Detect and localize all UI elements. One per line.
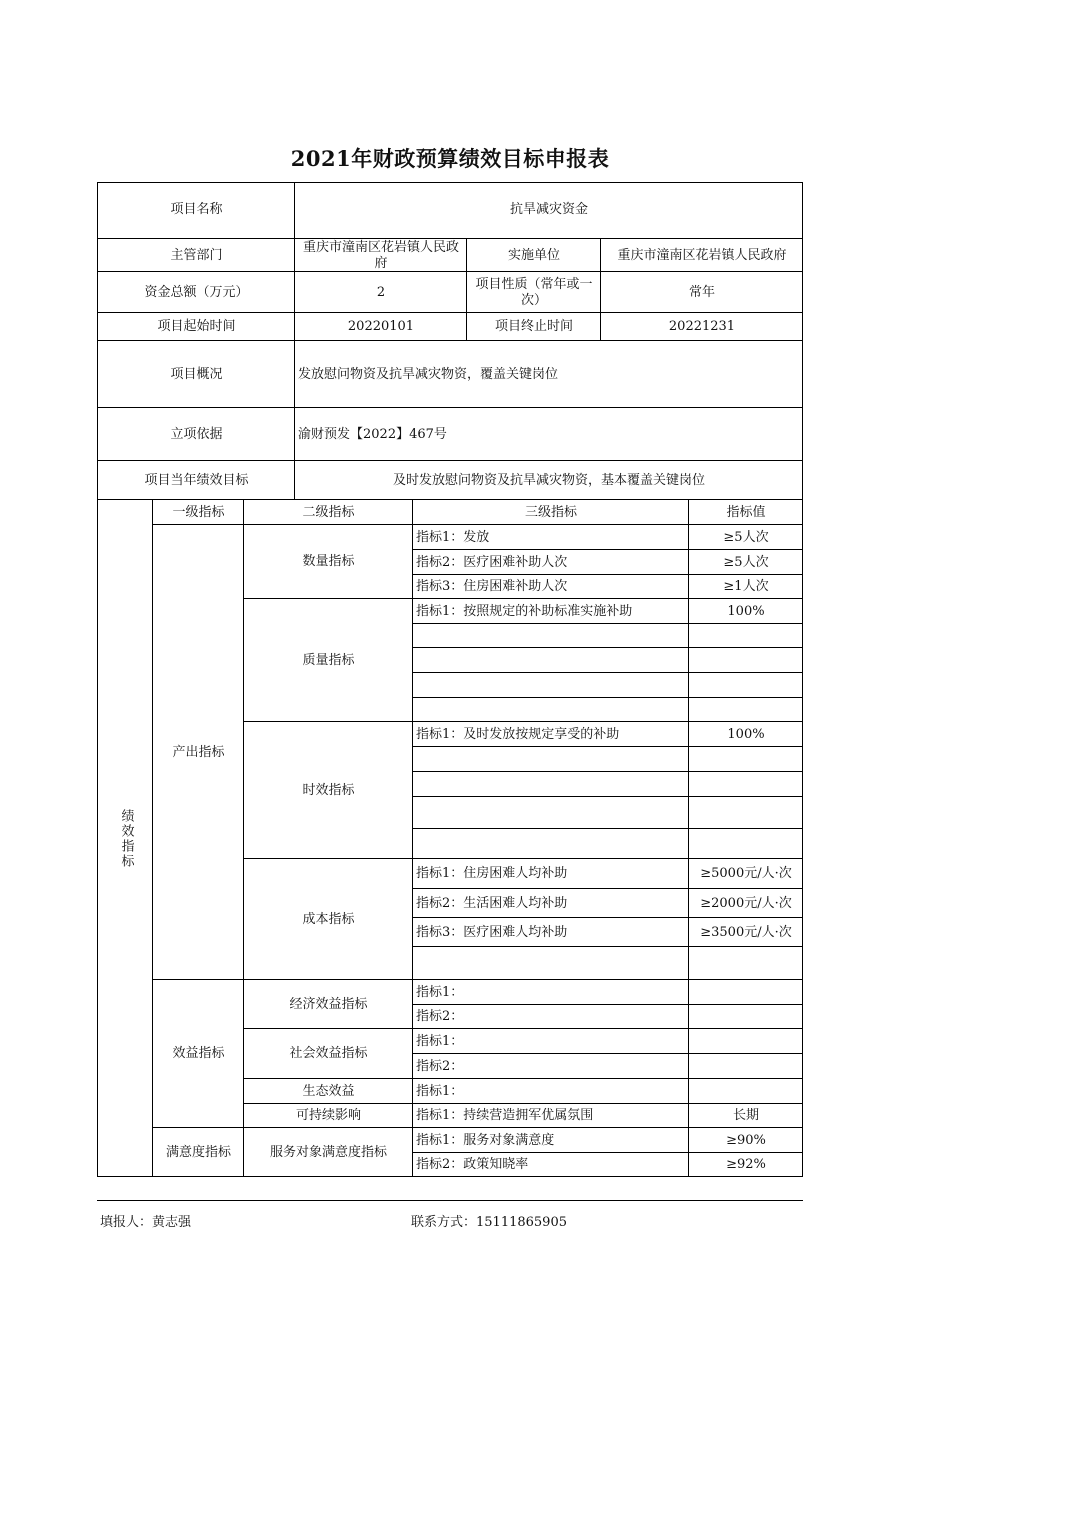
label-project-name: 项目名称 [170,202,223,217]
value-cell: ≥3500元/人·次 [688,917,803,947]
value-cell [688,672,803,698]
value-start-time: 20220101 [294,312,467,341]
indicator-cell: 指标1： [412,979,689,1005]
value-end-time: 20221231 [600,312,803,341]
indicator-cell: 指标3：医疗困难人均补助 [412,917,689,947]
label-performance: 绩效指标 [98,499,153,1177]
indicator-cell [412,623,689,648]
indicator-cell: 指标2：政策知晓率 [412,1152,689,1177]
indicator-cell: 指标2：医疗困难补助人次 [412,549,689,575]
subcategory-service-satisfaction: 服务对象满意度指标 [243,1127,413,1177]
performance-form-table [97,182,803,1177]
subcategory-cost: 成本指标 [243,858,413,980]
value-cell [688,697,803,722]
indicator-cell: 指标1：发放 [412,524,689,550]
indicator-cell [412,647,689,673]
label-department: 主管部门 [98,238,295,272]
value-cell: ≥2000元/人·次 [688,888,803,918]
indicator-cell [412,746,689,772]
header-level2: 二级指标 [243,499,413,525]
indicator-cell [412,771,689,797]
indicator-cell [412,672,689,698]
subcategory-quantity: 数量指标 [243,524,413,599]
value-cell [688,1004,803,1029]
indicator-cell: 指标2： [412,1004,689,1029]
indicator-cell [412,796,689,829]
label-basis: 立项依据 [98,407,295,461]
value-total-funds: 2 [294,271,467,313]
label-total-funds: 资金总额（万元） [98,271,295,313]
footer-filler: 填报人：黄志强 [100,1215,192,1230]
page-title: 2021年财政预算绩效目标申报表 [290,146,610,171]
indicator-cell: 指标1：及时发放按规定享受的补助 [412,721,689,747]
label-executing-unit: 实施单位 [466,238,601,272]
value-cell [688,796,803,829]
label-annual-goal: 项目当年绩效目标 [98,460,295,500]
indicator-cell: 指标2： [412,1053,689,1079]
value-annual-goal: 及时发放慰问物资及抗旱减灾物资，基本覆盖关键岗位 [294,460,803,500]
subcategory-timeliness: 时效指标 [243,721,413,859]
header-level3: 三级指标 [412,499,689,525]
label-end-time: 项目终止时间 [466,312,601,341]
subcategory-ecological: 生态效益 [243,1078,413,1104]
value-cell [688,1053,803,1079]
value-project-nature: 常年 [600,271,803,313]
value-cell [688,1078,803,1104]
value-department: 重庆市潼南区花岩镇人民政府 [294,238,467,272]
subcategory-social: 社会效益指标 [243,1028,413,1079]
value-cell [688,647,803,673]
value-executing-unit: 重庆市潼南区花岩镇人民政府 [600,238,803,272]
value-cell: ≥92% [688,1152,803,1177]
header-value: 指标值 [688,499,803,525]
value-project-name: 抗旱减灾资金 [294,182,803,238]
subcategory-sustainable: 可持续影响 [243,1103,413,1128]
value-cell: ≥5人次 [688,549,803,575]
indicator-cell: 指标2：生活困难人均补助 [412,888,689,918]
value-cell: ≥1人次 [688,574,803,599]
value-cell: ≥5000元/人·次 [688,858,803,889]
category-benefit: 效益指标 [152,979,244,1128]
subcategory-quality: 质量指标 [243,598,413,722]
value-cell: 100% [688,721,803,747]
indicator-cell [412,946,689,980]
indicator-cell [412,828,689,859]
indicator-cell: 指标3：住房困难补助人次 [412,574,689,599]
indicator-cell: 指标1： [412,1028,689,1054]
subcategory-economic: 经济效益指标 [243,979,413,1029]
value-basis: 渝财预发【2022】467号 [294,407,803,461]
value-overview: 发放慰问物资及抗旱减灾物资，覆盖关键岗位 [294,340,803,408]
indicator-cell: 指标1： [412,1078,689,1104]
label-project-nature: 项目性质（常年或一次） [466,271,601,313]
value-cell [688,771,803,797]
indicator-cell: 指标1：持续营造拥军优属氛围 [412,1103,689,1128]
value-cell: ≥5人次 [688,524,803,550]
label-start-time: 项目起始时间 [98,312,295,341]
category-satisfaction: 满意度指标 [152,1127,244,1177]
value-cell: ≥90% [688,1127,803,1153]
value-cell [688,828,803,859]
indicator-cell: 指标1：住房困难人均补助 [412,858,689,889]
category-output: 产出指标 [152,524,244,980]
value-cell: 长期 [688,1103,803,1128]
value-cell [688,979,803,1005]
value-cell [688,1028,803,1054]
value-cell [688,946,803,980]
indicator-cell [412,697,689,722]
value-cell [688,623,803,648]
footer-contact: 联系方式：15111865905 [411,1215,567,1230]
indicator-cell: 指标1：按照规定的补助标准实施补助 [412,598,689,624]
footer-divider [97,1200,803,1201]
value-cell [688,746,803,772]
value-cell: 100% [688,598,803,624]
header-level1: 一级指标 [152,499,244,525]
indicator-cell: 指标1：服务对象满意度 [412,1127,689,1153]
label-overview: 项目概况 [98,340,295,408]
